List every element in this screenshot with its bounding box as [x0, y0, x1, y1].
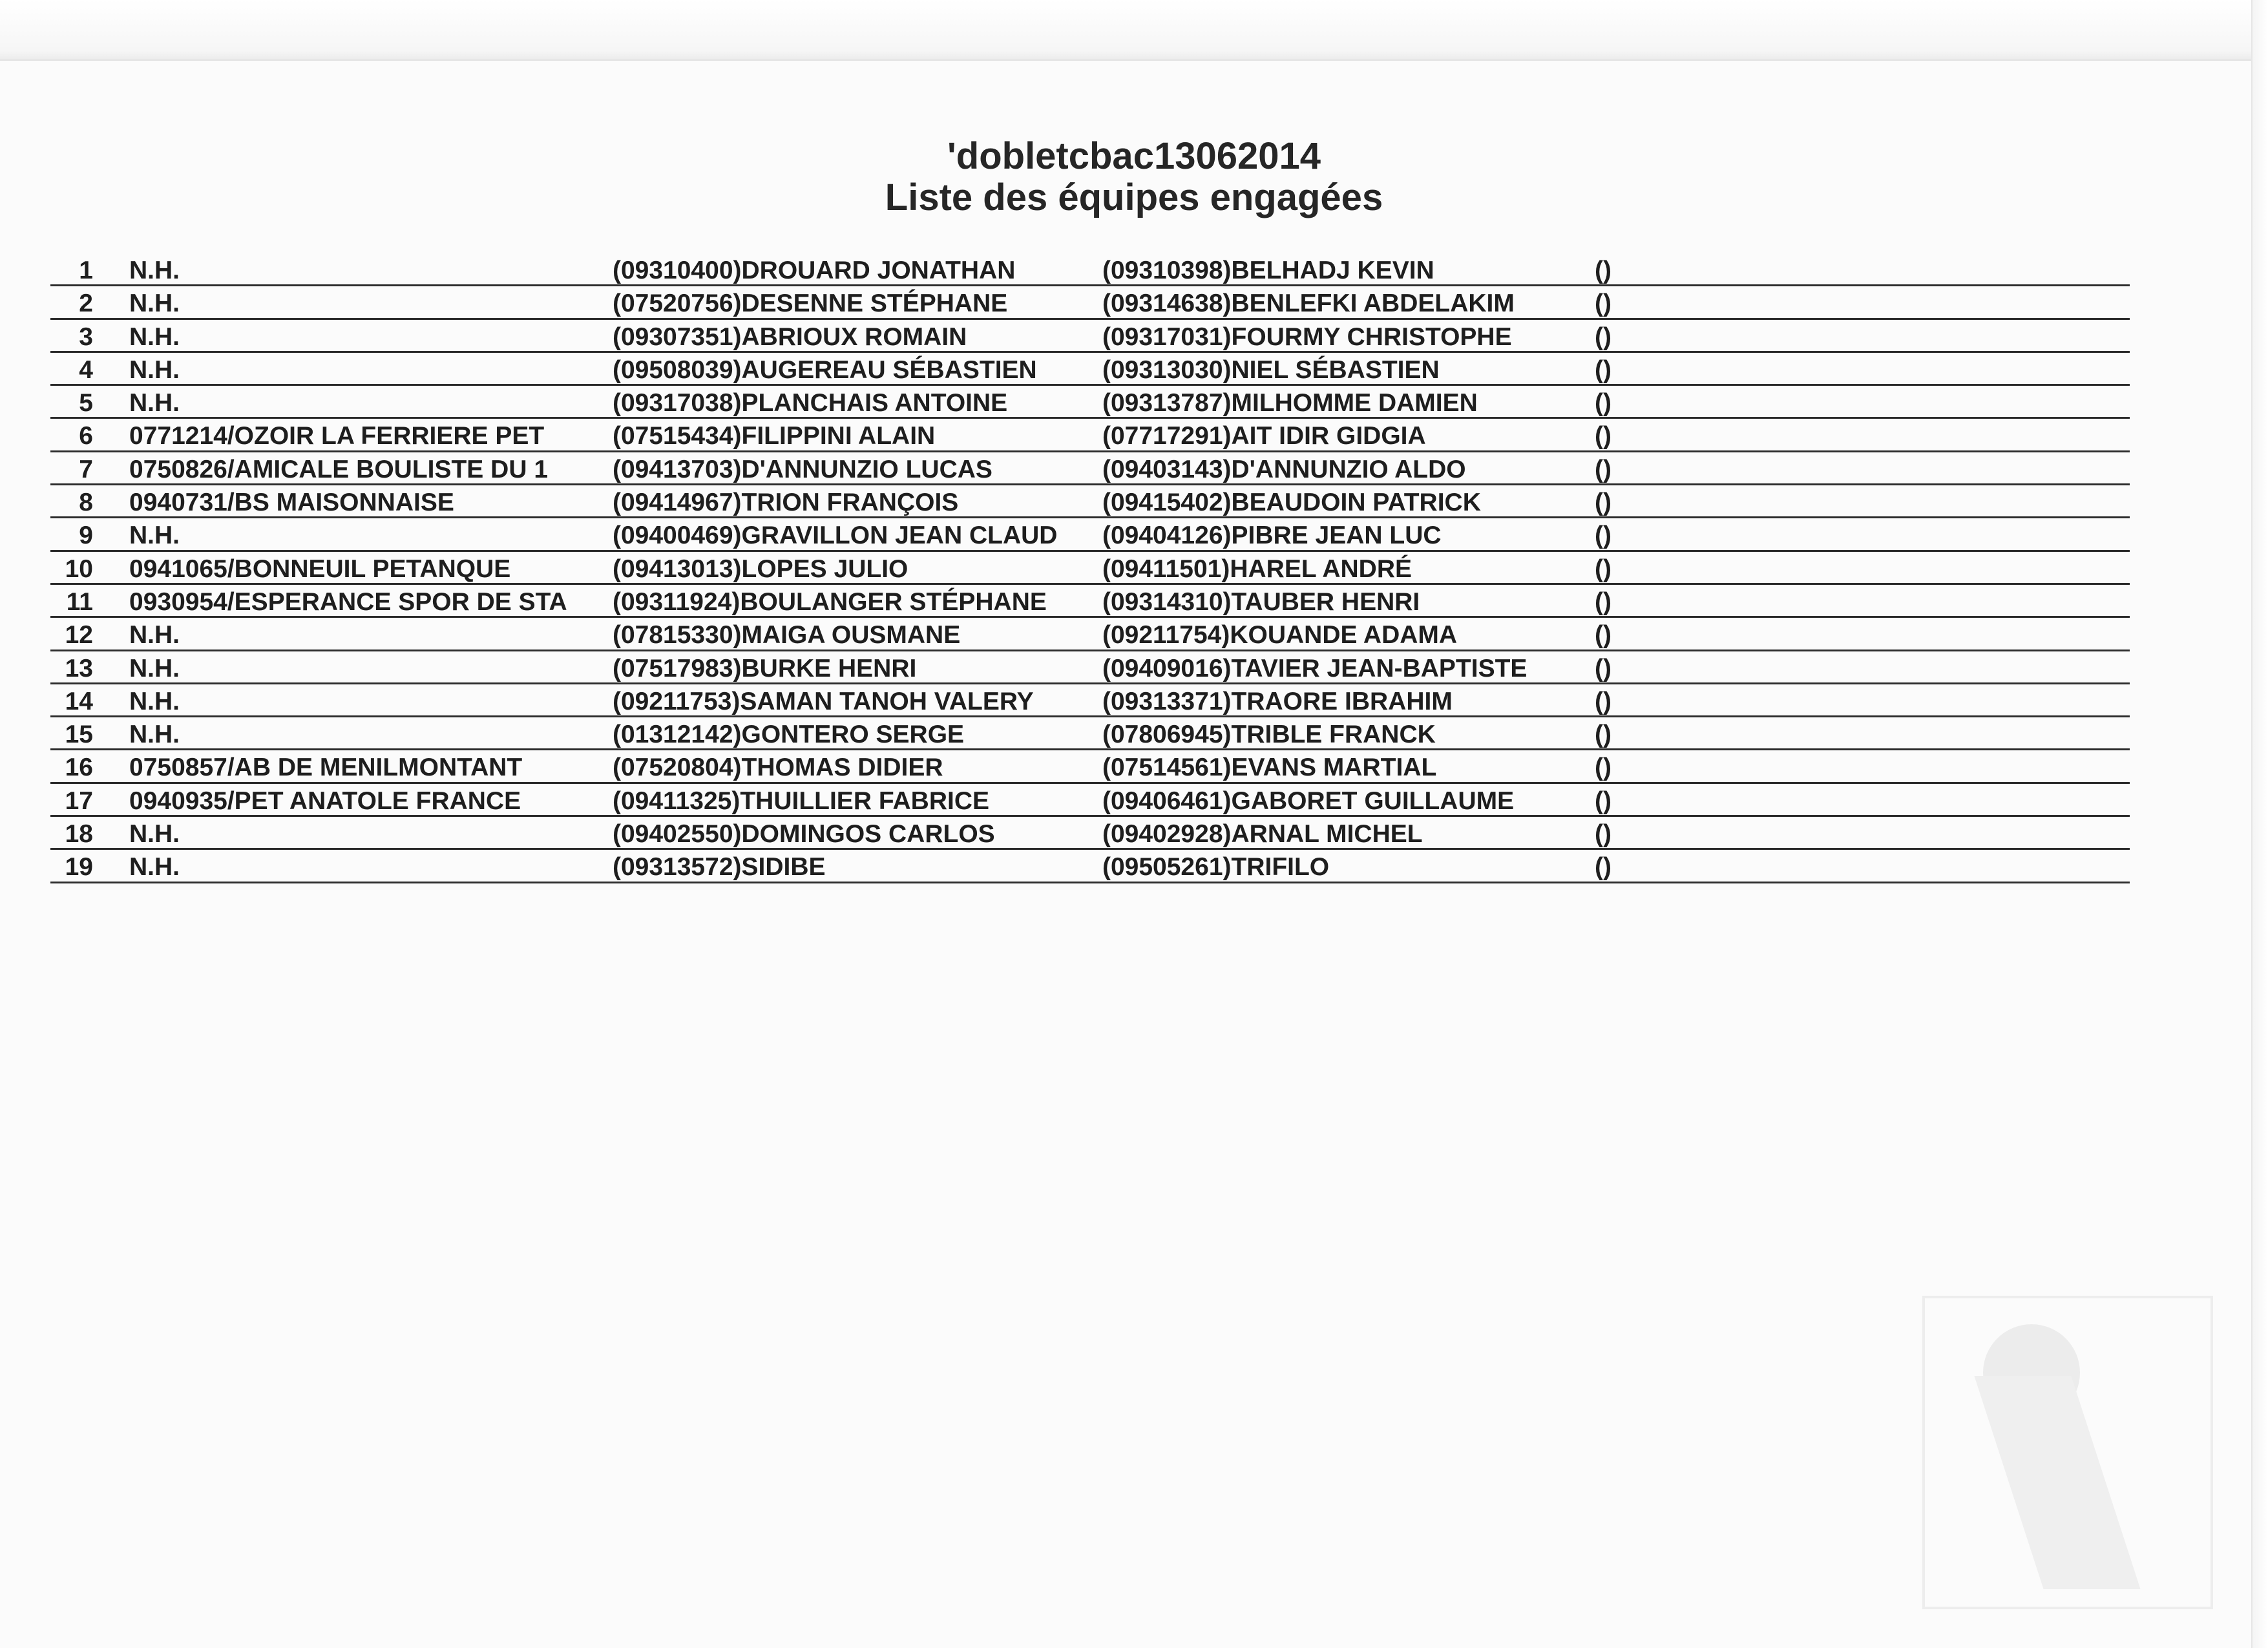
teams-list [50, 253, 2130, 883]
team-number: 17 [65, 787, 93, 815]
team-extra: () [1595, 687, 1612, 715]
team-club: N.H. [129, 257, 180, 284]
team-row [50, 552, 2130, 585]
team-extra: () [1595, 422, 1612, 450]
team-number: 15 [65, 721, 93, 749]
team-player-1: (07515434)FILIPPINI ALAIN [613, 422, 936, 450]
team-club: N.H. [129, 355, 180, 384]
team-extra: () [1595, 587, 1612, 616]
team-club: 0940731/BS MAISONNAISE [129, 489, 454, 517]
team-extra: () [1595, 621, 1612, 650]
team-player-1: (09413013)LOPES JULIO [613, 555, 908, 583]
team-row [50, 286, 2130, 319]
team-club: N.H. [129, 721, 180, 749]
team-number: 18 [65, 820, 93, 849]
team-player-1: (09413703)D'ANNUNZIO LUCAS [613, 455, 992, 483]
team-row [50, 618, 2130, 651]
team-player-1: (09414967)TRION FRANÇOIS [613, 489, 959, 517]
team-number: 11 [66, 587, 93, 616]
team-row [50, 750, 2130, 783]
team-player-1: (09400469)GRAVILLON JEAN CLAUD [613, 522, 1058, 550]
team-player-2: (09404126)PIBRE JEAN LUC [1102, 522, 1442, 550]
team-player-2: (07514561)EVANS MARTIAL [1102, 754, 1437, 782]
team-number: 3 [79, 322, 93, 351]
team-player-1: (07520804)THOMAS DIDIER [613, 754, 943, 782]
team-extra: () [1595, 389, 1612, 417]
team-extra: () [1595, 257, 1612, 284]
team-club: 0750826/AMICALE BOULISTE DU 1 [129, 455, 549, 483]
team-player-2: (09415402)BEAUDOIN PATRICK [1102, 489, 1481, 517]
team-player-1: (09307351)ABRIOUX ROMAIN [613, 322, 967, 351]
team-club: N.H. [129, 820, 180, 849]
team-club: N.H. [129, 322, 180, 351]
team-extra: () [1595, 355, 1612, 384]
team-player-2: (09313030)NIEL SÉBASTIEN [1102, 355, 1440, 384]
team-row [50, 386, 2130, 419]
team-club: 0930954/ESPERANCE SPOR DE STA [129, 587, 567, 616]
scan-paper-side [2251, 0, 2268, 1648]
team-row [50, 651, 2130, 684]
team-number: 5 [79, 389, 93, 417]
team-player-1: (09313572)SIDIBE [613, 853, 826, 882]
team-extra: () [1595, 820, 1612, 849]
team-player-1: (09211753)SAMAN TANOH VALERY [613, 687, 1034, 715]
team-number: 4 [79, 355, 93, 384]
team-player-2: (09403143)D'ANNUNZIO ALDO [1102, 455, 1466, 483]
team-player-2: (09406461)GABORET GUILLAUME [1102, 787, 1515, 815]
team-row [50, 419, 2130, 452]
team-club: N.H. [129, 687, 180, 715]
faded-stamp-logo [1922, 1296, 2213, 1609]
team-number: 19 [65, 853, 93, 882]
team-extra: () [1595, 787, 1612, 815]
team-extra: () [1595, 555, 1612, 583]
team-player-2: (07717291)AIT IDIR GIDGIA [1102, 422, 1426, 450]
team-player-2: (09411501)HAREL ANDRÉ [1102, 555, 1412, 583]
team-player-2: (09402928)ARNAL MICHEL [1102, 820, 1423, 849]
team-row [50, 485, 2130, 518]
team-player-2: (07806945)TRIBLE FRANCK [1102, 721, 1436, 749]
team-number: 16 [65, 754, 93, 782]
team-extra: () [1595, 654, 1612, 682]
team-club: N.H. [129, 654, 180, 682]
team-row [50, 452, 2130, 485]
team-row [50, 717, 2130, 750]
team-extra: () [1595, 455, 1612, 483]
team-player-2: (09313371)TRAORE IBRAHIM [1102, 687, 1453, 715]
team-player-2: (09409016)TAVIER JEAN-BAPTISTE [1102, 654, 1528, 682]
team-extra: () [1595, 290, 1612, 318]
team-club: N.H. [129, 389, 180, 417]
team-player-1: (09411325)THUILLIER FABRICE [613, 787, 990, 815]
team-row [50, 253, 2130, 286]
document-header [0, 136, 2268, 218]
document-title: 'dobletcbac13062014 [947, 135, 1321, 177]
team-number: 13 [65, 654, 93, 682]
team-club: 0771214/OZOIR LA FERRIERE PET [129, 422, 545, 450]
team-number: 10 [65, 555, 93, 583]
team-row [50, 353, 2130, 386]
team-row [50, 320, 2130, 353]
team-player-1: (09317038)PLANCHAIS ANTOINE [613, 389, 1008, 417]
team-club: N.H. [129, 522, 180, 550]
team-row [50, 817, 2130, 850]
team-player-1: (09311924)BOULANGER STÉPHANE [613, 587, 1047, 616]
team-club: 0941065/BONNEUIL PETANQUE [129, 555, 511, 583]
team-player-2: (09314310)TAUBER HENRI [1102, 587, 1420, 616]
team-extra: () [1595, 853, 1612, 882]
team-player-2: (09211754)KOUANDE ADAMA [1102, 621, 1458, 650]
stamp-band-shape [1974, 1376, 2140, 1589]
team-player-1: (07517983)BURKE HENRI [613, 654, 917, 682]
team-player-2: (09314638)BENLEFKI ABDELAKIM [1102, 290, 1515, 318]
team-number: 9 [79, 522, 93, 550]
team-player-2: (09310398)BELHADJ KEVIN [1102, 257, 1434, 284]
team-number: 8 [79, 489, 93, 517]
team-extra: () [1595, 721, 1612, 749]
team-number: 2 [79, 290, 93, 318]
team-extra: () [1595, 489, 1612, 517]
team-player-1: (09508039)AUGEREAU SÉBASTIEN [613, 355, 1037, 384]
team-club: N.H. [129, 853, 180, 882]
team-number: 12 [65, 621, 93, 650]
team-row [50, 784, 2130, 817]
team-player-1: (09310400)DROUARD JONATHAN [613, 257, 1016, 284]
team-player-1: (09402550)DOMINGOS CARLOS [613, 820, 995, 849]
team-player-2: (09313787)MILHOMME DAMIEN [1102, 389, 1478, 417]
team-club: 0750857/AB DE MENILMONTANT [129, 754, 523, 782]
team-player-1: (07520756)DESENNE STÉPHANE [613, 290, 1008, 318]
team-player-2: (09317031)FOURMY CHRISTOPHE [1102, 322, 1512, 351]
team-extra: () [1595, 322, 1612, 351]
document-subtitle: Liste des équipes engagées [885, 176, 1383, 218]
team-row [50, 684, 2130, 717]
team-extra: () [1595, 754, 1612, 782]
team-row [50, 850, 2130, 883]
team-extra: () [1595, 522, 1612, 550]
team-number: 14 [65, 687, 93, 715]
team-club: N.H. [129, 290, 180, 318]
team-number: 6 [79, 422, 93, 450]
team-player-2: (09505261)TRIFILO [1102, 853, 1330, 882]
team-number: 7 [79, 455, 93, 483]
team-club: N.H. [129, 621, 180, 650]
team-number: 1 [79, 257, 93, 284]
team-player-1: (01312142)GONTERO SERGE [613, 721, 965, 749]
team-row [50, 518, 2130, 551]
scan-paper-edge [0, 0, 2268, 61]
team-row [50, 585, 2130, 618]
team-club: 0940935/PET ANATOLE FRANCE [129, 787, 521, 815]
team-player-1: (07815330)MAIGA OUSMANE [613, 621, 961, 650]
